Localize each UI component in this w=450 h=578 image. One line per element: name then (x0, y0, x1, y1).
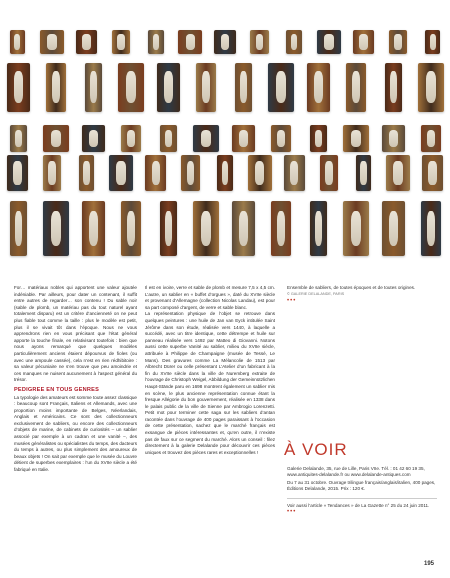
hourglass-glass (14, 71, 23, 103)
hourglass-photo (82, 125, 105, 152)
hourglass-photo (232, 125, 255, 152)
hourglass-glass (201, 130, 211, 147)
hourglass-photo (271, 201, 291, 256)
hourglass-glass (324, 34, 334, 49)
hourglass-glass (48, 161, 55, 184)
hourglass-photo (425, 30, 441, 54)
hourglass-photo (317, 30, 341, 54)
paragraph: La typologie des amateurs est somme toute assez classique : beaucoup sont Français, Italiens et Allemands, avec une proportion moins importante de Belges, Néerlandais, Anglais et Américains. Ce sont des collectionneurs exclusivement de sabliers, ou encore des collectionneurs d’objets de marine, de cabinets de curiosités – un sablier associé par exemple à un cadran et une vanité –, des musées généralistes ou spécialistes du temps, des dacteurs du temps à autres, ou plus simplement des amoureux de beaux objets ! On sait par exemple que le musée du Louvre détient de superbes exemplaires : l’un du XVIIe siècle a été fabriqué en Italie. (14, 394, 137, 473)
hourglass-glass (427, 130, 435, 147)
hourglass-glass (221, 34, 229, 49)
divider (287, 498, 437, 499)
hourglass-photo (235, 63, 252, 112)
hourglass-photo (284, 155, 305, 191)
hourglass-photo (385, 63, 402, 112)
hourglass-photo (271, 125, 291, 152)
hourglass-glass (390, 71, 397, 103)
hourglass-photo-gallery (0, 0, 450, 265)
hourglass-photo (353, 30, 374, 54)
hourglass-photo (193, 201, 219, 256)
hourglass-photo (148, 30, 164, 54)
avoir-see-also: Voir aussi l’article « Tendances » de La Gazette n° 25 du 24 juin 2011. (287, 502, 430, 508)
hourglass-glass (153, 34, 159, 49)
hourglass-photo (356, 155, 372, 191)
hourglass-glass (152, 161, 160, 184)
hourglass-photo (307, 63, 330, 112)
hourglass-photo (112, 30, 130, 54)
hourglass-glass (389, 211, 398, 246)
hourglass-photo (320, 155, 338, 191)
hourglass-photo (76, 30, 97, 54)
hourglass-glass (428, 161, 436, 184)
hourglass-photo (418, 63, 444, 112)
hourglass-glass (426, 71, 436, 103)
hourglass-photo (85, 63, 102, 112)
hourglass-glass (164, 71, 173, 103)
hourglass-photo (7, 63, 30, 112)
hourglass-glass (187, 161, 194, 184)
hourglass-photo (310, 125, 327, 152)
hourglass-photo (43, 201, 69, 256)
avoir-dates: Du 7 au 31 octobre. Ouvrage trilingue français/anglais/italien, 400 pages, Éditions Delalande, 2015. Prix : 120 €. (287, 479, 436, 492)
hourglass-glass (290, 161, 298, 184)
avoir-title: À VOIR (284, 440, 348, 459)
section-heading: PEDIGREE EN TOUS GENRES (14, 386, 100, 393)
hourglass-glass (186, 34, 196, 49)
hourglass-glass (47, 34, 57, 49)
hourglass-photo (421, 201, 441, 256)
hourglass-glass (360, 161, 366, 184)
hourglass-photo (160, 125, 177, 152)
hourglass-glass (352, 71, 360, 103)
page-number: 195 (423, 561, 434, 567)
hourglass-glass (90, 71, 97, 103)
hourglass-glass (277, 211, 285, 246)
hourglass-photo (10, 125, 27, 152)
hourglass-glass (202, 71, 210, 103)
hourglass-glass (13, 161, 21, 184)
hourglass-glass (239, 130, 248, 147)
hourglass-glass (430, 34, 436, 49)
hourglass-glass (315, 211, 322, 246)
photo-caption (287, 285, 437, 304)
hourglass-glass (256, 34, 263, 49)
hourglass-glass (127, 130, 135, 147)
caption-dots: ••• (287, 297, 297, 304)
hourglass-photo (343, 125, 369, 152)
hourglass-glass (116, 161, 126, 184)
hourglass-photo (160, 201, 177, 256)
hourglass-glass (52, 71, 60, 103)
hourglass-glass (222, 161, 228, 184)
hourglass-glass (389, 130, 398, 147)
hourglass-glass (201, 211, 211, 246)
hourglass-glass (351, 130, 361, 147)
hourglass-glass (89, 211, 98, 246)
hourglass-glass (165, 211, 172, 246)
hourglass-photo (178, 30, 202, 54)
hourglass-photo (7, 155, 28, 191)
hourglass-glass (51, 130, 61, 147)
hourglass-photo (286, 30, 302, 54)
hourglass-photo (109, 155, 133, 191)
hourglass-photo (310, 201, 327, 256)
hourglass-photo (145, 155, 166, 191)
hourglass-photo (382, 201, 405, 256)
hourglass-glass (427, 211, 435, 246)
caption-text: Ensemble de sabliers, de toutes époques et de toutes origines. (287, 285, 416, 290)
hourglass-photo (389, 30, 407, 54)
hourglass-photo (421, 125, 441, 152)
hourglass-photo (43, 125, 69, 152)
hourglass-glass (15, 130, 22, 147)
paragraph: La représentation physique de l’objet se retrouve dans quelques peintures : une huile de Jan van Eyck intitulée Saint Jérôme dans son étude, réalisée vers 1440, à laquelle a succédé, avec un titre identique, cette détrempe et huile sur panneau réalisée vers 1492 par Matteo di Giovanni. Notons aussi cette superbe Vanité au sablier, milieu du XVIIe siècle, attribuée à Philippe de Champaigne (musée de Tessé, Le Mans). Des gravures comme La Mélancolie de 1513 par Albrecht Dürer ou celle présentant L’Atelier d’un fabricant à la fin du XVIIe siècle dans la ville de Nuremberg extraite de l’ouvrage de Christoph Weigel, Abbildung der Gemeinnützlichen Haupt-Stände paru en 1698 montrent également un sablier mis en scène, le plus ancienne représentation connue étant la fresque Allégorie du bon gouvernement, réalisée en 1338 dans le palais public de la ville de Sienne par Ambrogio Lorenzetti. Petit mot pour terminer cette saga sur les sabliers d’antan racontée dans l’ouvrage de 400 pages paraissant à l’occasion de cette présentation, sachez que le marché français est exsangue de pièces intéressantes et, qu’en outre, il n’existe pas de faux sur ce segment du marché. Alors un conseil : filez directement à la galerie Delalande pour découvrir ces pièces uniques et trouvez des pièces rares et exceptionnelles ! (145, 311, 275, 455)
hourglass-photo (10, 201, 27, 256)
hourglass-photo (157, 63, 180, 112)
hourglass-photo (346, 63, 366, 112)
hourglass-glass (276, 71, 286, 103)
hourglass-glass (51, 211, 61, 246)
hourglass-photo (46, 63, 66, 112)
avoir-info (287, 466, 437, 515)
hourglass-glass (240, 71, 247, 103)
hourglass-photo (181, 155, 199, 191)
hourglass-glass (14, 34, 20, 49)
hourglass-glass (393, 161, 403, 184)
caption-credit: © GALERIE DELALANDE, PARIS (287, 292, 345, 297)
hourglass-glass (394, 34, 401, 49)
hourglass-glass (255, 161, 265, 184)
paragraph: For… matériaux nobles qui apportent une valeur ajoutée indéniable. Par ailleurs, pour dater un contenant, il suffit entre autres de regarder… son contenu ! Du sable noir (sable de plomb, un matériau pas du tout naturel ayant totalement disparu) est un critère d’ancienneté on ne peut plus fiable tout comme la taille : plus le modèle est petit, plus il se vivait tôt dans l’époque. Nous ne vous apprendrons rien en vous précisant que l’état général apporte la touche finale, en relativisant toutefois : bien que nous ayons remarqué que quelques modèles particulièrement anciens étaient dépourvus de fioles (ou avec une ampoule cassée), cela n’est en rien rédhibitoire : sa valeur pécuniaire ne s’en trouve que peu amoindrie et ces manques ne nuisent aucunement à l’aspect général du trésor. (14, 285, 137, 383)
hourglass-glass (239, 211, 248, 246)
hourglass-glass (117, 34, 124, 49)
paragraph: Il est en ivoire, verre et sable de plomb et mesure 7,5 x 4,5 cm. L’autre, un sablier en « buffet d’orgues », daté du XVIIe siècle et provenant d’Allemagne (collection Nicolas Landau), est pour sa part composé d’argent, de verre et sable blanc. (145, 285, 275, 310)
avoir-dots: ••• (287, 509, 297, 516)
hourglass-glass (126, 71, 136, 103)
hourglass-glass (83, 161, 89, 184)
hourglass-glass (127, 211, 135, 246)
hourglass-photo (82, 201, 105, 256)
hourglass-photo (121, 201, 141, 256)
hourglass-photo (232, 201, 255, 256)
hourglass-photo (343, 201, 369, 256)
hourglass-photo (382, 125, 405, 152)
hourglass-photo (193, 125, 219, 152)
hourglass-glass (291, 34, 297, 49)
hourglass-photo (422, 155, 443, 191)
hourglass-photo (214, 30, 235, 54)
hourglass-photo (118, 63, 144, 112)
hourglass-photo (43, 155, 61, 191)
hourglass-photo (248, 155, 272, 191)
hourglass-photo (121, 125, 141, 152)
article-column-1 (14, 285, 137, 474)
hourglass-glass (89, 130, 98, 147)
hourglass-photo (386, 155, 410, 191)
hourglass-photo (268, 63, 294, 112)
hourglass-glass (314, 71, 323, 103)
article-column-2 (145, 285, 275, 456)
hourglass-photo (10, 30, 26, 54)
avoir-address: Galerie Delalande, 35, rue de Lille, Paris VIIe. Tél. : 01 42 60 19 35, www.antiquites-delalande.fr ou www.delalande-antiques.com (287, 466, 425, 478)
hourglass-photo (217, 155, 233, 191)
hourglass-glass (359, 34, 367, 49)
hourglass-glass (82, 34, 90, 49)
hourglass-glass (15, 211, 22, 246)
hourglass-glass (325, 161, 332, 184)
hourglass-glass (165, 130, 172, 147)
hourglass-glass (315, 130, 322, 147)
hourglass-glass (351, 211, 361, 246)
hourglass-photo (250, 30, 268, 54)
hourglass-photo (40, 30, 64, 54)
hourglass-glass (277, 130, 285, 147)
hourglass-photo (196, 63, 216, 112)
hourglass-photo (79, 155, 95, 191)
